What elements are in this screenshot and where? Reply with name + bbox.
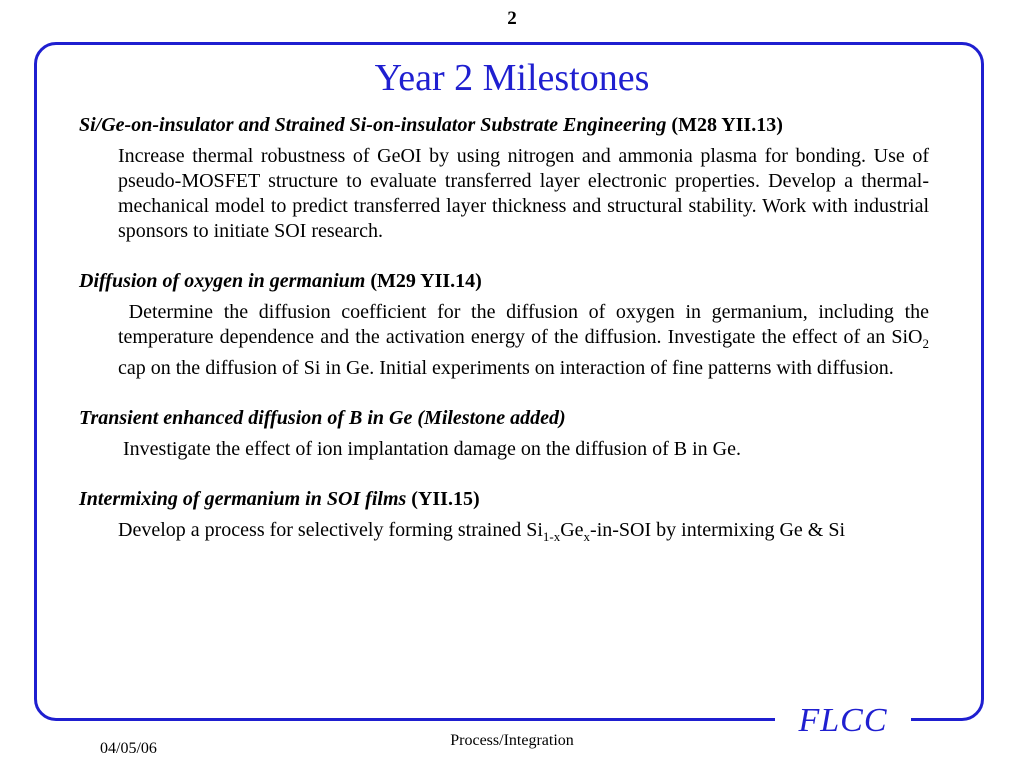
milestone-heading xyxy=(79,487,929,512)
slide-content xyxy=(79,113,929,574)
milestone-code: (M28 YII.13) xyxy=(671,114,783,136)
milestone-title: Diffusion of oxygen in germanium xyxy=(79,270,366,292)
description-part: -in-SOI by intermixing Ge & Si xyxy=(590,519,846,541)
slide-title: Year 2 Milestones xyxy=(374,57,650,99)
footer-date: 04/05/06 xyxy=(100,740,157,757)
milestone-heading xyxy=(79,406,929,431)
description-part: Ge xyxy=(560,519,584,541)
milestone-heading xyxy=(79,113,929,138)
milestone-heading xyxy=(79,269,929,294)
footer-section-label: Process/Integration xyxy=(450,732,574,749)
subscript: 1-x xyxy=(542,529,561,544)
milestone-section-1 xyxy=(79,113,929,244)
subscript: 2 xyxy=(922,336,929,351)
milestone-description xyxy=(118,518,929,549)
description-part: cap on the diffusion of Si in Ge. Initial experiments on interaction of fine patterns with diffusion. xyxy=(118,357,894,379)
milestone-title: Si/Ge-on-insulator and Strained Si-on-insulator Substrate Engineering xyxy=(79,114,667,136)
subscript: x xyxy=(583,529,591,544)
milestone-title: Transient enhanced diffusion of B in Ge (Milestone added) xyxy=(79,407,566,429)
milestone-description xyxy=(118,300,929,381)
description-part: Determine the diffusion coefficient for the diffusion of oxygen in germanium, including the temperature dependence and the activation energy of the diffusion. Investigate the effect of an SiO xyxy=(118,301,929,348)
milestone-code: (YII.15) xyxy=(411,488,480,510)
milestone-section-3 xyxy=(79,406,929,462)
milestone-description: Increase thermal robustness of GeOI by using nitrogen and ammonia plasma for bonding. Use of pseudo-MOSFET structure to evaluate transferred layer electronic properties. Develop a thermal-mechanical model to predict transferred layer thickness and structural stability. Work with industrial sponsors to initiate SOI research. xyxy=(118,145,929,242)
milestone-description xyxy=(118,437,929,462)
milestone-section-4 xyxy=(79,487,929,549)
flcc-logo: FLCC xyxy=(798,702,888,739)
milestone-title: Intermixing of germanium in SOI films xyxy=(79,488,407,510)
milestone-code: (M29 YII.14) xyxy=(370,270,482,292)
description-part: Investigate the effect of ion implantation damage on the diffusion of B in Ge. xyxy=(123,438,741,460)
description-part: Develop a process for selectively forming strained Si xyxy=(118,519,543,541)
page-number: 2 xyxy=(507,8,517,29)
milestone-section-2 xyxy=(79,269,929,381)
